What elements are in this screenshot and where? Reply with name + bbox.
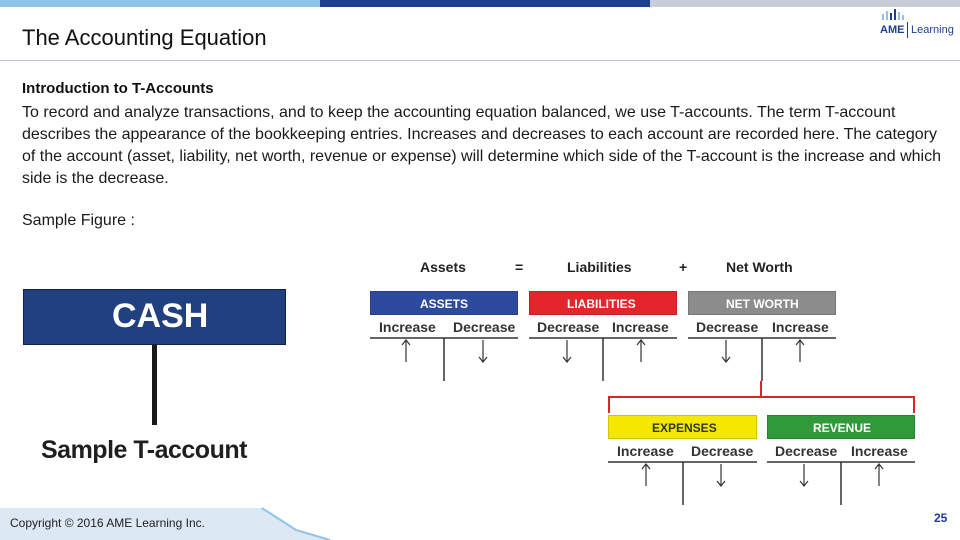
equation-plus: + (679, 259, 688, 275)
arrow-up-icon (637, 340, 645, 362)
net-worth-connector (609, 381, 914, 413)
arrow-down-icon (717, 464, 725, 486)
net-worth-right-label: Increase (772, 319, 829, 335)
intro-heading: Introduction to T-Accounts (22, 80, 214, 97)
logo-product: Learning (911, 24, 954, 36)
expenses-account-label: EXPENSES (652, 421, 717, 435)
arrow-down-icon (722, 340, 730, 362)
sample-t-account-caption: Sample T-account (41, 436, 247, 464)
equation-assets: Assets (420, 259, 466, 275)
revenue-right-label: Increase (851, 443, 908, 459)
page-number: 25 (934, 511, 948, 525)
equation-net-worth: Net Worth (726, 259, 793, 275)
liabilities-left-label: Decrease (537, 319, 600, 335)
sample-figure-label: Sample Figure : (22, 212, 135, 229)
logo-brand: AME (880, 24, 905, 36)
revenue-account-label: REVENUE (813, 421, 872, 435)
revenue-left-label: Decrease (775, 443, 838, 459)
expenses-left-label: Increase (617, 443, 674, 459)
copyright-notice: Copyright © 2016 AME Learning Inc. (10, 516, 205, 530)
assets-account-label: ASSETS (420, 297, 469, 311)
arrow-up-icon (796, 340, 804, 362)
equation-equals: = (515, 259, 524, 275)
expenses-right-label: Decrease (691, 443, 754, 459)
arrow-down-icon (800, 464, 808, 486)
net-worth-left-label: Decrease (696, 319, 759, 335)
arrow-up-icon (642, 464, 650, 486)
arrow-up-icon (875, 464, 883, 486)
liabilities-right-label: Increase (612, 319, 669, 335)
equation-liabilities: Liabilities (567, 259, 632, 275)
arrow-down-icon (563, 340, 571, 362)
slide-title: The Accounting Equation (22, 25, 267, 50)
liabilities-account-label: LIABILITIES (567, 297, 636, 311)
arrow-up-icon (402, 340, 410, 362)
intro-paragraph: To record and analyze transactions, and to keep the accounting equation balanced, we use T-accounts. The term T-account describes the appearance of the bookkeeping entries. Increases and decreases to each account are recorded here. The category of the account (asset, liability, net worth, revenue or expense) will determine which side of the T-account is the increase and which side is the decrease. (22, 104, 941, 187)
net-worth-account-label: NET WORTH (726, 297, 799, 311)
arrow-down-icon (479, 340, 487, 362)
assets-right-label: Decrease (453, 319, 516, 335)
cash-account-title: CASH (112, 297, 209, 335)
assets-left-label: Increase (379, 319, 436, 335)
